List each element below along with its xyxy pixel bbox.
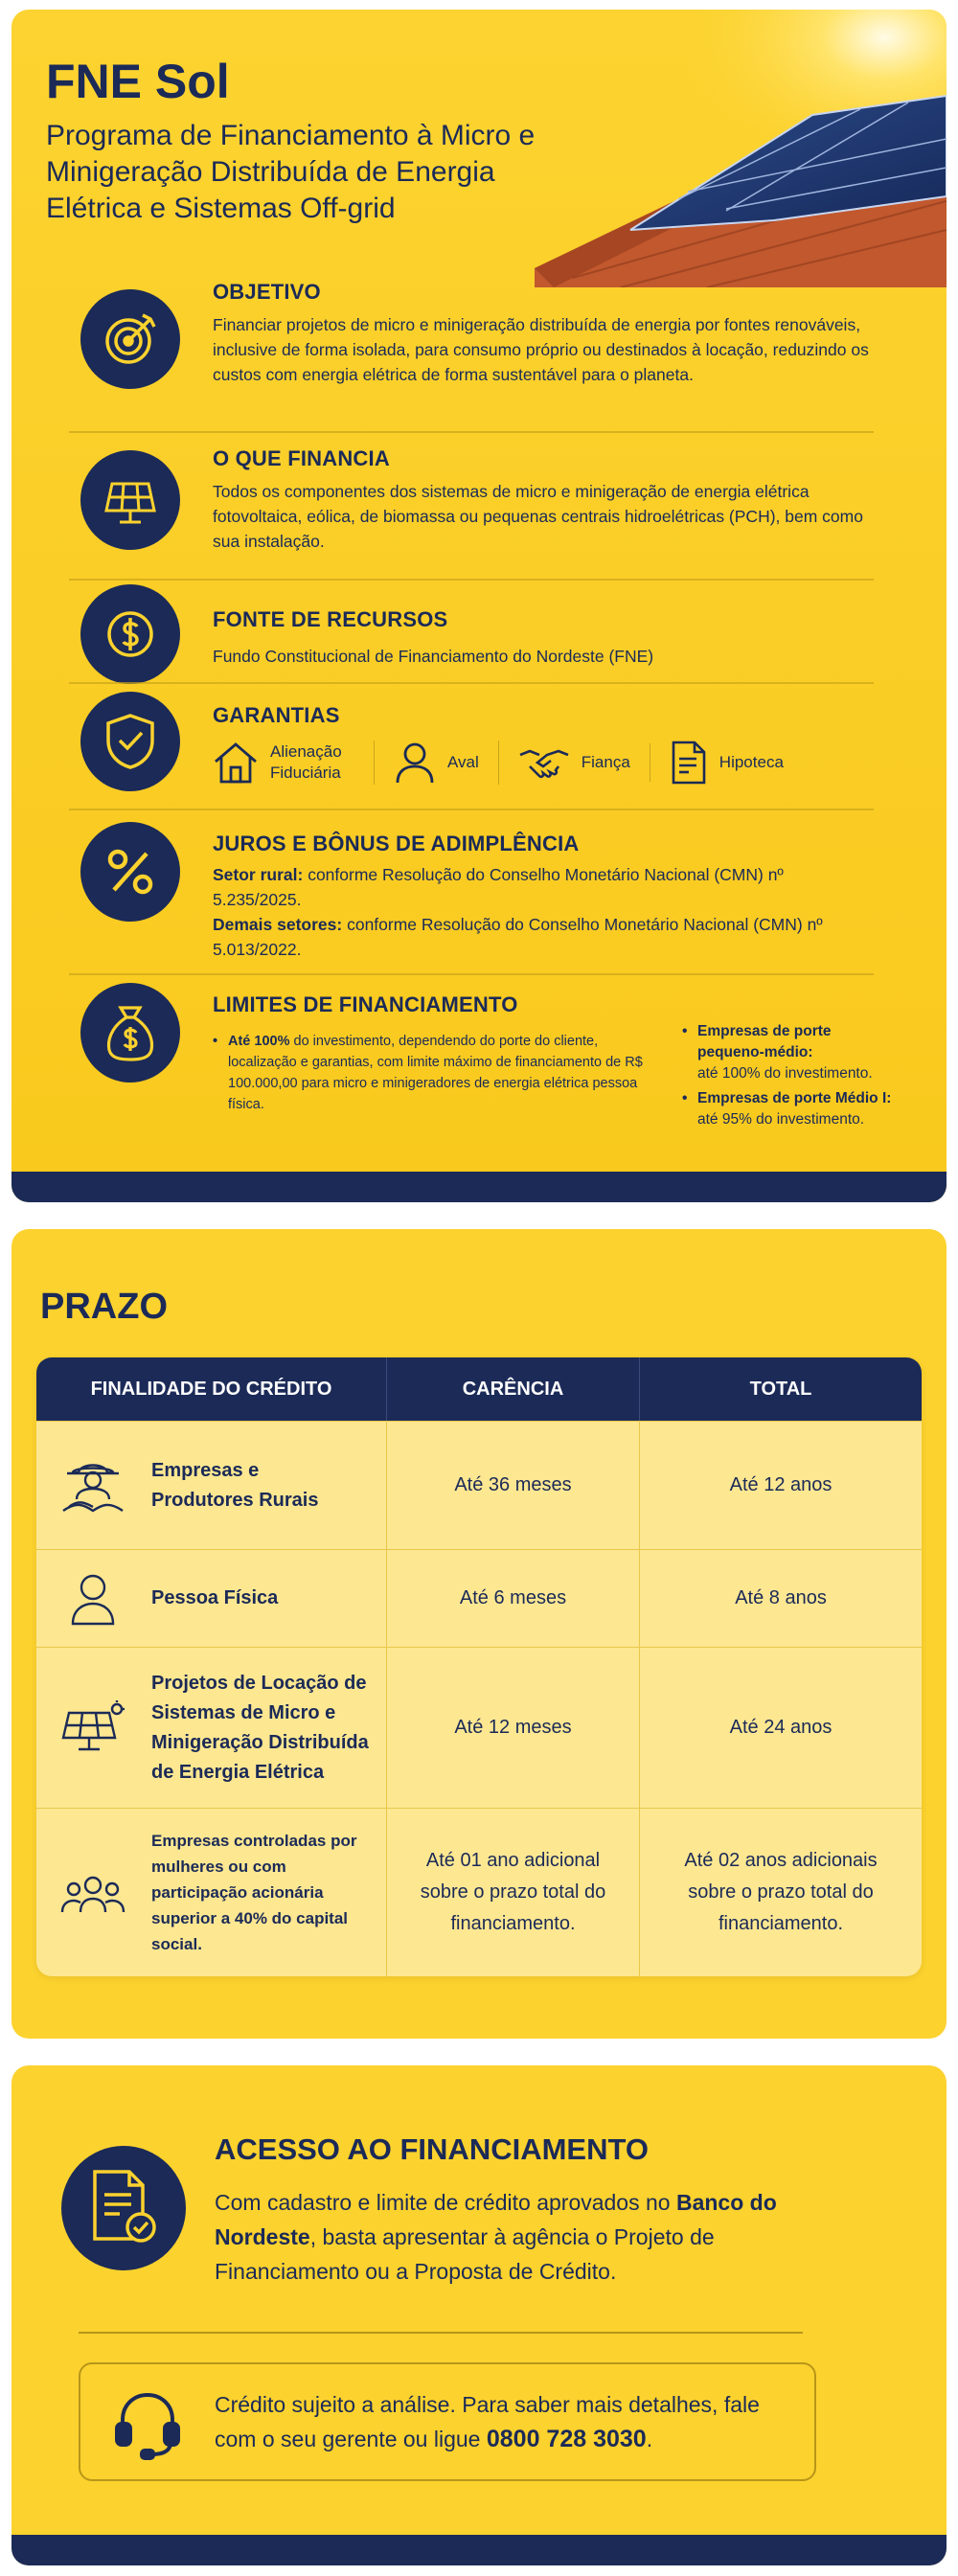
row-total: Até 02 anos adicionais sobre o prazo total do financiamento.: [684, 1850, 878, 1934]
divider: [69, 973, 874, 975]
limit-b1-bold: Empresas de porte pequeno-médio:: [697, 1023, 832, 1060]
section-title: JUROS E BÔNUS DE ADIMPLÊNCIA: [213, 832, 580, 855]
section-title: O QUE FINANCIA: [213, 446, 390, 470]
row-finalidade: [36, 1550, 387, 1647]
row-total: Até 12 anos: [729, 1474, 833, 1495]
row-carencia: Até 6 meses: [387, 1550, 640, 1647]
section-objetivo: [69, 280, 874, 423]
row-carencia: Até 01 ano adicional sobre o prazo total do financiamento.: [387, 1809, 640, 1976]
solar-roof-illustration: [535, 10, 947, 287]
section-fonte-recursos: [69, 588, 874, 680]
guarantee-options: [213, 740, 874, 786]
table-row: [36, 1421, 922, 1549]
page-subtitle: Programa de Financiamento à Micro e Minigeração Distribuída de Energia Elétrica e Sistemas Off-grid: [46, 120, 536, 224]
solar-panel-icon: [80, 450, 180, 550]
table-header: [36, 1357, 922, 1421]
juros-rural: [213, 862, 874, 912]
divider: [69, 431, 874, 433]
row-label: Empresas e Produtores Rurais: [151, 1459, 319, 1511]
target-icon: [80, 289, 180, 389]
checklist-icon: [61, 2146, 186, 2270]
juros-rural-text: conforme Resolução do Conselho Monetário Nacional (CMN) nº 5.235/2025.: [213, 865, 784, 909]
table-row: [36, 1549, 922, 1647]
row-total: Até 8 anos: [735, 1587, 827, 1608]
limit-main-bold: Até 100%: [228, 1034, 290, 1049]
divider: [69, 579, 874, 581]
table-row: [36, 1808, 922, 1976]
solar-panel-icon: [59, 1699, 126, 1757]
acesso-text-post: , basta apresentar à agência o Projeto de Financiamento ou a Proposta de Crédito.: [215, 2224, 715, 2284]
acesso-bank-name: Banco do Nordeste: [215, 2190, 777, 2249]
row-carencia: Até 12 meses: [387, 1648, 640, 1808]
juros-demais-text: conforme Resolução do Conselho Monetário Nacional (CMN) nº 5.013/2022.: [213, 915, 823, 959]
header-carencia: CARÊNCIA: [387, 1357, 640, 1421]
contact-text: [215, 2387, 789, 2456]
row-finalidade: [36, 1648, 387, 1808]
row-label: Projetos de Locação de Sistemas de Micro e Minigeração Distribuída de Energia Elétrica: [151, 1672, 369, 1783]
limit-b2-bold: Empresas de porte Médio I:: [697, 1090, 892, 1106]
money-bag-icon: [80, 983, 180, 1083]
guarantee-label: Fiança: [581, 753, 630, 771]
guarantee-fianca: [518, 743, 650, 782]
acesso-title: ACESSO AO FINANCIAMENTO: [215, 2132, 649, 2166]
table-row: [36, 1647, 922, 1808]
contact-text-pre: Crédito sujeito a análise. Para saber mais detalhes, fale com o seu gerente ou ligue: [215, 2392, 760, 2451]
page-title: FNE Sol: [46, 55, 230, 108]
guarantee-alienacao: [213, 741, 375, 785]
section-title: OBJETIVO: [213, 280, 321, 304]
limit-b2-text: até 95% do investimento.: [697, 1111, 865, 1128]
dollar-coin-icon: [80, 584, 180, 684]
limit-b1-text: até 100% do investimento.: [697, 1065, 873, 1082]
handshake-icon: [518, 743, 570, 782]
contact-box: [79, 2362, 816, 2481]
divider: [79, 2332, 803, 2334]
headset-icon: [109, 2385, 186, 2462]
section-juros: [69, 818, 874, 971]
farmer-icon: [59, 1457, 126, 1515]
guarantee-label: Hipoteca: [718, 753, 784, 771]
group-icon: [59, 1864, 126, 1922]
program-info-card: [11, 10, 947, 1202]
limit-main: [213, 1031, 653, 1115]
card-footer-bar: [11, 2535, 947, 2565]
acesso-card: [11, 2065, 947, 2565]
card-footer-bar: [11, 1172, 947, 1202]
row-total: Até 24 anos: [729, 1717, 833, 1738]
shield-check-icon: [80, 692, 180, 791]
contact-text-post: .: [646, 2427, 653, 2451]
divider: [69, 682, 874, 684]
section-limites: [69, 983, 892, 1165]
prazo-title: PRAZO: [40, 1287, 168, 1327]
prazo-card: [11, 1229, 947, 2039]
row-carencia: Até 36 meses: [387, 1422, 640, 1549]
juros-rural-label: Setor rural:: [213, 865, 304, 884]
row-finalidade: [36, 1422, 387, 1549]
limit-company-sizes: [682, 1021, 893, 1130]
document-icon: [670, 740, 708, 786]
juros-demais-label: Demais setores:: [213, 915, 343, 934]
limit-main-text: do investimento, dependendo do porte do cliente, localização e garantias, com limite máximo de financiamento de R$ 100.000,00 para micro e minigeradores de energia elétrica pessoa física.: [228, 1034, 643, 1112]
row-finalidade: [36, 1809, 387, 1976]
juros-demais: [213, 912, 874, 962]
divider: [69, 809, 874, 810]
phone-number-link[interactable]: 0800 728 3030: [486, 2426, 647, 2452]
section-text: Todos os componentes dos sistemas de micro e minigeração de energia elétrica fotovoltaica, eólica, de biomassa ou pequenas centrais hidroelétricas (PCH), bem como sua instalação.: [213, 482, 863, 551]
acesso-text-pre: Com cadastro e limite de crédito aprovados no: [215, 2190, 676, 2215]
guarantee-label: Alienação Fiduciária: [270, 742, 342, 782]
person-icon: [394, 741, 436, 785]
guarantee-aval: [394, 741, 499, 785]
prazo-table: [36, 1357, 922, 1976]
guarantee-label: Aval: [447, 753, 479, 771]
section-text: Fundo Constitucional de Financiamento do Nordeste (FNE): [213, 647, 654, 666]
row-label: Empresas controladas por mulheres ou com participação acionária superior a 40% do capital social.: [151, 1832, 357, 1953]
section-title: GARANTIAS: [213, 703, 340, 727]
house-icon: [213, 741, 259, 785]
header-finalidade: FINALIDADE DO CRÉDITO: [36, 1357, 387, 1421]
section-o-que-financia: [69, 446, 874, 571]
acesso-text: [215, 2185, 809, 2289]
guarantee-hipoteca: [670, 740, 784, 786]
percent-icon: [80, 822, 180, 922]
header-total: TOTAL: [749, 1378, 812, 1400]
section-garantias: [69, 692, 874, 799]
section-text: Financiar projetos de micro e minigeração distribuída de energia por fontes renováveis, inclusive de forma isolada, para consumo próprio ou destinados à locação, reduzindo os custos com energia elétrica de forma sustentável para o planeta.: [213, 315, 869, 384]
person-icon: [59, 1570, 126, 1628]
row-label: Pessoa Física: [151, 1587, 279, 1608]
section-title: FONTE DE RECURSOS: [213, 607, 448, 631]
section-title: LIMITES DE FINANCIAMENTO: [213, 992, 518, 1016]
